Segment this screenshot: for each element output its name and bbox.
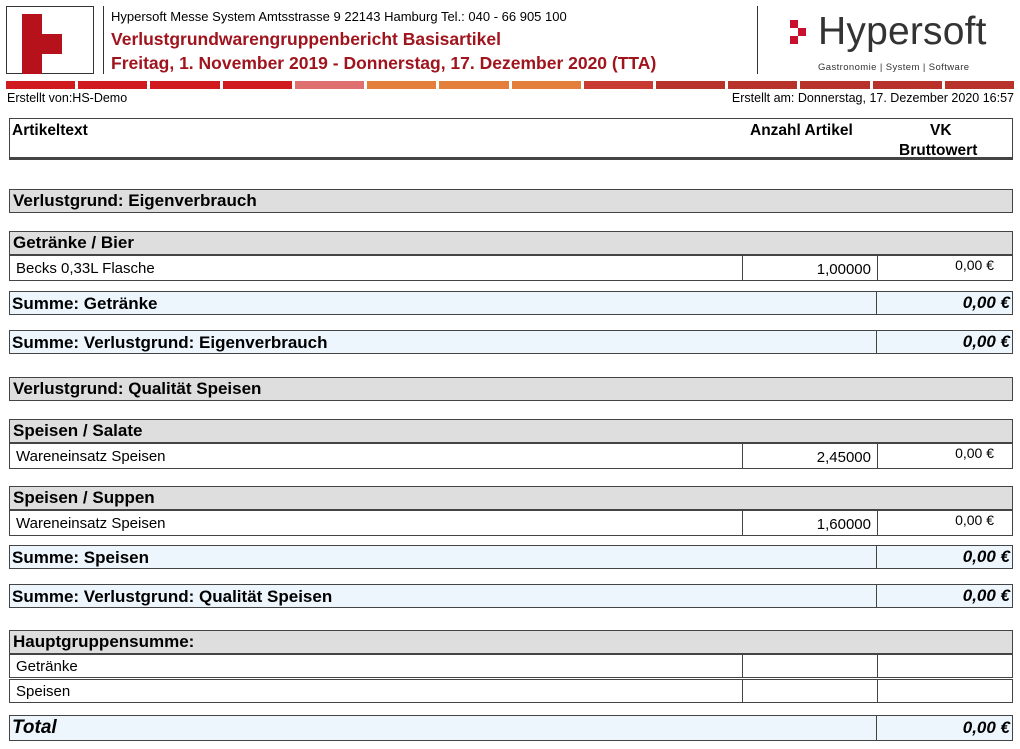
- color-stripe-segment: [78, 81, 147, 89]
- column-header: [9, 118, 1013, 160]
- color-stripe-segment: [223, 81, 292, 89]
- col-artikeltext: Artikeltext: [12, 122, 88, 139]
- report-logo: [6, 6, 94, 74]
- group-sum-row: [9, 291, 1013, 315]
- table-row: [9, 255, 1013, 281]
- item-text: Wareneinsatz Speisen: [16, 448, 166, 465]
- color-stripe-segment: [512, 81, 581, 89]
- item-vk-value: 0,00 €: [955, 257, 994, 273]
- total-value: 0,00 €: [876, 716, 1012, 740]
- created-at: Erstellt am: Donnerstag, 17. Dezember 2020 16:57: [731, 91, 1014, 105]
- main-group-quantity-cell: [742, 655, 878, 677]
- sum-value: 0,00 €: [876, 585, 1012, 607]
- item-quantity: 1,00000: [742, 256, 878, 280]
- color-stripe-segment: [367, 81, 436, 89]
- item-vk-value: 0,00 €: [955, 512, 994, 528]
- item-text: Becks 0,33L Flasche: [16, 260, 155, 277]
- main-group-speisen: Speisen: [16, 683, 71, 700]
- color-stripe-segment: [6, 81, 75, 89]
- col-vk: VK: [930, 122, 952, 139]
- brand-tagline: Gastronomie | System | Software: [818, 62, 970, 73]
- report-period: Freitag, 1. November 2019 - Donnerstag, 17. Dezember 2020 (TTA): [111, 53, 657, 73]
- table-row: [9, 679, 1013, 703]
- item-quantity: 1,60000: [742, 511, 878, 535]
- col-anzahl-artikel: Anzahl Artikel: [750, 122, 853, 139]
- sum-value: 0,00 €: [876, 546, 1012, 568]
- brand-name: Hypersoft: [818, 10, 987, 53]
- table-row: [9, 654, 1013, 678]
- group-heading: Speisen / Salate: [9, 419, 1013, 443]
- color-stripe-bar: [6, 81, 1014, 89]
- item-quantity: 2,45000: [742, 444, 878, 468]
- item-text: Wareneinsatz Speisen: [16, 515, 166, 532]
- hypersoft-logo-icon: [788, 20, 808, 46]
- loss-reason-sum-row: [9, 584, 1013, 608]
- group-heading: Getränke / Bier: [9, 231, 1013, 255]
- group-sum-row: [9, 545, 1013, 569]
- col-bruttowert: Bruttowert: [899, 142, 978, 159]
- group-heading: Speisen / Suppen: [9, 486, 1013, 510]
- item-vk-value: 0,00 €: [955, 445, 994, 461]
- color-stripe-segment: [800, 81, 869, 89]
- created-by: Erstellt von:HS-Demo: [7, 91, 128, 105]
- color-stripe-segment: [439, 81, 508, 89]
- color-stripe-segment: [728, 81, 797, 89]
- report-title: Verlustgrundwarengruppenbericht Basisartikel: [111, 29, 501, 49]
- sum-label: Summe: Verlustgrund: Qualität Speisen: [12, 587, 333, 606]
- sum-value: 0,00 €: [876, 331, 1012, 353]
- sum-label: Summe: Speisen: [12, 548, 149, 567]
- color-stripe-segment: [584, 81, 653, 89]
- color-stripe-segment: [873, 81, 942, 89]
- color-stripe-segment: [295, 81, 364, 89]
- color-stripe-segment: [150, 81, 219, 89]
- total-label: Total: [12, 717, 57, 738]
- company-address: Hypersoft Messe System Amtsstrasse 9 22143 Hamburg Tel.: 040 - 66 905 100: [111, 9, 567, 24]
- table-row: [9, 510, 1013, 536]
- total-row: [9, 715, 1013, 741]
- table-row: [9, 443, 1013, 469]
- color-stripe-segment: [656, 81, 725, 89]
- color-stripe-segment: [945, 81, 1014, 89]
- sum-label: Summe: Getränke: [12, 294, 158, 313]
- main-group-sum-heading: Hauptgruppensumme:: [9, 630, 1013, 654]
- main-group-quantity-cell: [742, 680, 878, 702]
- loss-reason-heading: Verlustgrund: Eigenverbrauch: [9, 189, 1013, 213]
- sum-value: 0,00 €: [876, 292, 1012, 314]
- loss-reason-heading: Verlustgrund: Qualität Speisen: [9, 377, 1013, 401]
- sum-label: Summe: Verlustgrund: Eigenverbrauch: [12, 333, 328, 352]
- loss-reason-sum-row: [9, 330, 1013, 354]
- main-group-getraenke: Getränke: [16, 658, 78, 675]
